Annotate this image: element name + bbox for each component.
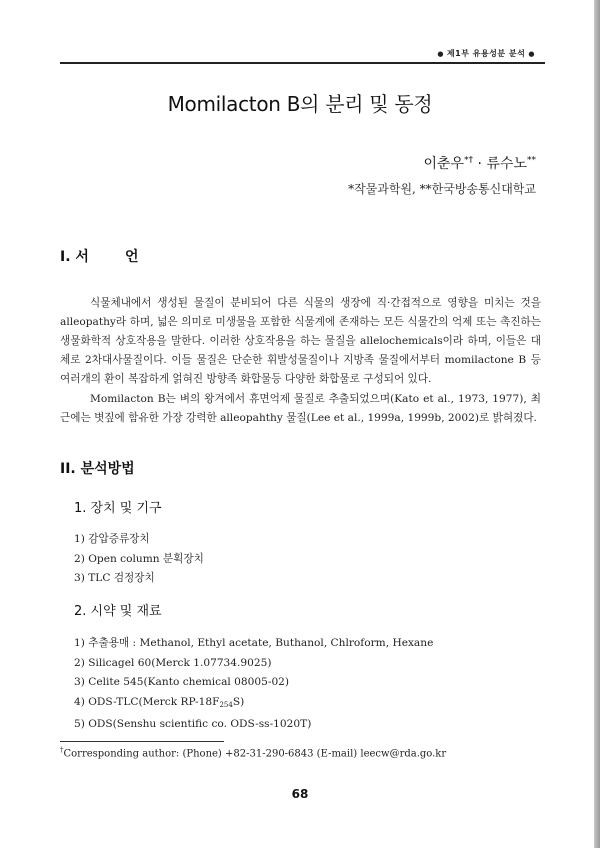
list-item: 5) ODS(Senshu scientific co. ODS-ss-1020T) xyxy=(74,718,312,730)
list-item: 1) 추출용매 : Methanol, Ethyl acetate, Buthanol, Chlroform, Hexane xyxy=(74,637,434,649)
subscript: 254 xyxy=(219,700,233,709)
subsection-heading-reagents: 2. 시약 및 재료 xyxy=(74,604,162,619)
equipment-list xyxy=(74,530,204,589)
page-title: Momilacton B의 분리 및 동정 xyxy=(167,92,433,116)
page-number: 68 xyxy=(291,787,309,801)
section-title-part2: 언 xyxy=(124,249,139,265)
section-heading-intro xyxy=(60,246,138,266)
affiliations: *작물과학원, **한국방송통신대학교 xyxy=(348,182,536,196)
footnote-mark: † xyxy=(60,746,64,754)
list-item-text: S) xyxy=(232,695,245,708)
footnote xyxy=(60,746,446,759)
authors xyxy=(423,153,536,173)
list-item: 1) 감압증류장치 xyxy=(74,533,150,545)
author-2-marks: ** xyxy=(527,155,536,166)
author-2: 류수노 xyxy=(486,156,527,172)
intro-paragraph-2: Momilacton B는 벼의 왕겨에서 휴면억제 물질로 추출되었으며(Kato et al., 1973, 1977), 최근에는 볏짚에 함유한 가장 강력한 alleopahthy 물질(Lee et al., 1999a, 1999b, 2002)로 밝혀졌다. xyxy=(60,392,541,424)
page-edge-shadow xyxy=(594,0,600,848)
running-header-text: 제1부 유용성분 분석 xyxy=(446,49,526,58)
list-item xyxy=(74,693,433,716)
header-rule xyxy=(60,62,545,64)
running-header xyxy=(434,48,538,59)
reagents-list xyxy=(74,634,433,735)
footnote-rule xyxy=(60,741,224,742)
section-title-part1: 서 xyxy=(75,249,89,265)
list-item: 3) TLC 검정장치 xyxy=(74,572,155,584)
list-item-text: 4) ODS-TLC(Merck RP-18F xyxy=(74,695,220,708)
list-item: 2) Silicagel 60(Merck 1.07734.9025) xyxy=(74,656,272,669)
intro-paragraph-1: 식물체내에서 생성된 물질이 분비되어 다른 식물의 생장에 직·간접적으로 영향을 미치는 것을 alleopathy라 하며, 넓은 의미로 미생물을 포함한 식물계에 존재하는 모든 식물간의 억제 또는 촉진하는 생물화학적 상호작용을 말한다. 이러한 상호작용을 하는 물질을 allelochemicals이라 하며, 이들은 대체로 2차대사물질이다. 이들 물질은 단순한 휘발성물질이나 지방족 물질에서부터 momilactone B 등 여러개의 환이 복잡하게 얽혀진 방향족 화합물등 다양한 화합물로 구성되어 있다. xyxy=(60,296,541,385)
author-1-marks: *† xyxy=(464,155,474,166)
author-1: 이춘우 xyxy=(423,156,465,172)
section-heading-methods: II. 분석방법 xyxy=(60,461,135,477)
section-number: I. xyxy=(60,249,71,265)
bullet-icon: ● xyxy=(437,50,444,58)
footnote-text: Corresponding author: (Phone) +82-31-290-6843 (E-mail) leecw@rda.go.kr xyxy=(63,748,447,760)
author-separator: · xyxy=(473,156,487,172)
subsection-heading-equipment: 1. 장치 및 기구 xyxy=(74,501,162,516)
list-item: 2) Open column 분획장치 xyxy=(74,552,204,565)
list-item: 3) Celite 545(Kanto chemical 08005-02) xyxy=(74,676,290,688)
bullet-icon: ● xyxy=(528,50,535,58)
